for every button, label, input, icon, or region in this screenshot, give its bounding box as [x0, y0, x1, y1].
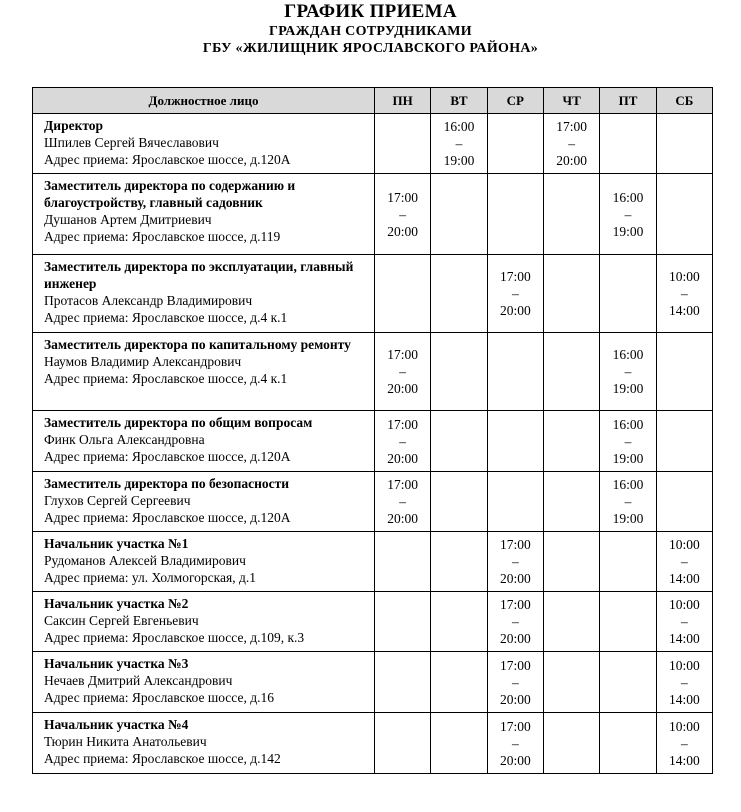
slot-start-time: 17:00: [387, 416, 419, 432]
slot-saturday: [656, 592, 712, 652]
slot-end-time: 20:00: [387, 511, 419, 526]
slot-tuesday: [431, 333, 487, 411]
official-cell: [33, 255, 375, 333]
official-name: Нечаев Дмитрий Александрович: [44, 673, 233, 688]
slot-friday: [600, 532, 656, 592]
official-name: Саксин Сергей Евгеньевич: [44, 613, 199, 628]
slot-dash: –: [680, 554, 688, 569]
slot-start-time: 10:00: [668, 657, 700, 673]
slot-dash: –: [568, 136, 576, 151]
official-position: Начальник участка №2: [44, 596, 189, 611]
slot-dash: –: [399, 206, 407, 222]
official-cell: [33, 333, 375, 411]
table-row: [33, 174, 713, 255]
slot-saturday: [656, 532, 712, 592]
slot-start-time: 17:00: [556, 119, 588, 134]
slot-dash: –: [624, 364, 632, 379]
slot-monday: [375, 333, 431, 411]
slot-friday: [600, 472, 656, 532]
slot-friday: [600, 333, 656, 411]
slot-wednesday: [487, 114, 543, 174]
slot-start-time: 17:00: [499, 718, 531, 734]
slot-wednesday: [487, 174, 543, 255]
table-header-row: [33, 88, 713, 114]
slot-start-time: 17:00: [387, 477, 419, 492]
slot-dash: –: [511, 286, 519, 301]
slot-monday: [375, 713, 431, 774]
official-name: Рудоманов Алексей Владимирович: [44, 553, 246, 568]
reception-schedule-table: [32, 87, 713, 774]
slot-start-time: 17:00: [499, 657, 531, 673]
reception-address: Адрес приема: Ярославское шоссе, д.16: [44, 690, 274, 705]
slot-dash: –: [511, 735, 519, 751]
slot-tuesday: [431, 592, 487, 652]
slot-start-time: 16:00: [612, 347, 644, 362]
slot-end-time: 19:00: [443, 153, 475, 168]
official-position: Заместитель директора по содержанию и благоустройству, главный садовник: [44, 178, 296, 210]
slot-dash: –: [399, 433, 407, 449]
document-title: ГРАФИК ПРИЕМА: [284, 1, 457, 22]
slot-end-time: 20:00: [556, 153, 588, 168]
slot-start-time: 17:00: [499, 537, 531, 552]
official-position: Начальник участка №4: [44, 717, 189, 732]
slot-monday: [375, 114, 431, 174]
slot-monday: [375, 532, 431, 592]
slot-end-time: 19:00: [612, 450, 644, 466]
official-cell: [33, 652, 375, 713]
slot-friday: [600, 592, 656, 652]
slot-monday: [375, 174, 431, 255]
slot-saturday: [656, 472, 712, 532]
official-position: Начальник участка №3: [44, 656, 189, 671]
slot-end-time: 20:00: [387, 223, 419, 239]
slot-thursday: [543, 472, 599, 532]
table-row: [33, 472, 713, 532]
reception-address: Адрес приема: Ярославское шоссе, д.120А: [44, 449, 291, 464]
slot-start-time: 16:00: [612, 477, 644, 492]
reception-address: Адрес приема: Ярославское шоссе, д.119: [44, 229, 281, 244]
slot-wednesday: [487, 592, 543, 652]
table-body: [33, 114, 713, 774]
slot-start-time: 16:00: [443, 119, 475, 134]
slot-dash: –: [624, 433, 632, 449]
official-name: Тюрин Никита Анатольевич: [44, 734, 207, 749]
slot-tuesday: [431, 255, 487, 333]
slot-saturday: [656, 255, 712, 333]
official-position: Заместитель директора по общим вопросам: [44, 415, 313, 430]
slot-thursday: [543, 174, 599, 255]
slot-tuesday: [431, 114, 487, 174]
slot-saturday: [656, 713, 712, 774]
table-row: [33, 652, 713, 713]
header-friday: ПТ: [600, 88, 656, 114]
reception-address: Адрес приема: ул. Холмогорская, д.1: [44, 570, 256, 585]
slot-friday: [600, 174, 656, 255]
slot-dash: –: [399, 494, 407, 509]
slot-monday: [375, 411, 431, 472]
reception-address: Адрес приема: Ярославское шоссе, д.109, к.3: [44, 630, 305, 645]
slot-thursday: [543, 411, 599, 472]
official-name: Глухов Сергей Сергеевич: [44, 493, 191, 508]
slot-end-time: 14:00: [668, 631, 700, 646]
slot-start-time: 10:00: [668, 718, 700, 734]
table-row: [33, 532, 713, 592]
slot-dash: –: [511, 614, 519, 629]
slot-monday: [375, 592, 431, 652]
official-cell: [33, 411, 375, 472]
slot-friday: [600, 114, 656, 174]
slot-thursday: [543, 532, 599, 592]
slot-monday: [375, 255, 431, 333]
header-monday: ПН: [375, 88, 431, 114]
slot-thursday: [543, 333, 599, 411]
official-name: Наумов Владимир Александрович: [44, 354, 242, 369]
slot-start-time: 17:00: [387, 189, 419, 205]
official-position: Директор: [44, 118, 104, 133]
slot-thursday: [543, 652, 599, 713]
slot-thursday: [543, 592, 599, 652]
slot-end-time: 19:00: [612, 223, 644, 239]
slot-saturday: [656, 114, 712, 174]
slot-thursday: [543, 114, 599, 174]
official-cell: [33, 472, 375, 532]
reception-address: Адрес приема: Ярославское шоссе, д.4 к.1: [44, 310, 288, 325]
slot-dash: –: [680, 735, 688, 751]
slot-friday: [600, 411, 656, 472]
table-row: [33, 713, 713, 774]
slot-saturday: [656, 333, 712, 411]
table-row: [33, 114, 713, 174]
table-row: [33, 411, 713, 472]
slot-dash: –: [511, 554, 519, 569]
reception-address: Адрес приема: Ярославское шоссе, д.142: [44, 751, 281, 766]
slot-end-time: 20:00: [499, 752, 531, 768]
slot-wednesday: [487, 472, 543, 532]
slot-tuesday: [431, 174, 487, 255]
slot-start-time: 16:00: [612, 189, 644, 205]
reception-address: Адрес приема: Ярославское шоссе, д.120А: [44, 510, 291, 525]
document-subtitle-line-1: ГРАЖДАН СОТРУДНИКАМИ: [269, 24, 472, 39]
slot-start-time: 17:00: [387, 347, 419, 362]
slot-start-time: 17:00: [499, 597, 531, 612]
official-name: Шпилев Сергей Вячеславович: [44, 135, 219, 150]
document-subtitle-line-2: ГБУ «ЖИЛИЩНИК ЯРОСЛАВСКОГО РАЙОНА»: [202, 41, 539, 56]
header-thursday: ЧТ: [543, 88, 599, 114]
official-cell: [33, 114, 375, 174]
slot-wednesday: [487, 713, 543, 774]
slot-dash: –: [680, 286, 688, 301]
header-saturday: СБ: [656, 88, 712, 114]
slot-dash: –: [455, 136, 463, 151]
slot-tuesday: [431, 411, 487, 472]
official-cell: [33, 174, 375, 255]
header-tuesday: ВТ: [431, 88, 487, 114]
header-wednesday: СР: [487, 88, 543, 114]
official-position: Заместитель директора по капитальному ремонту: [44, 337, 351, 352]
slot-wednesday: [487, 255, 543, 333]
official-position: Заместитель директора по безопасности: [44, 476, 290, 491]
slot-end-time: 20:00: [499, 571, 531, 586]
slot-start-time: 10:00: [668, 537, 700, 552]
slot-saturday: [656, 411, 712, 472]
reception-address: Адрес приема: Ярославское шоссе, д.120А: [44, 152, 291, 167]
header-official: Должностное лицо: [33, 88, 375, 114]
slot-tuesday: [431, 472, 487, 532]
slot-dash: –: [624, 494, 632, 509]
slot-friday: [600, 652, 656, 713]
official-position: Начальник участка №1: [44, 536, 189, 551]
slot-end-time: 20:00: [499, 303, 531, 318]
table-row: [33, 592, 713, 652]
slot-dash: –: [680, 674, 688, 690]
slot-tuesday: [431, 713, 487, 774]
official-cell: [33, 713, 375, 774]
slot-dash: –: [624, 206, 632, 222]
slot-monday: [375, 472, 431, 532]
official-name: Финк Ольга Александровна: [44, 432, 205, 447]
slot-start-time: 10:00: [668, 269, 700, 284]
table-row: [33, 333, 713, 411]
document-header: [0, 1, 741, 57]
reception-address: Адрес приема: Ярославское шоссе, д.4 к.1: [44, 371, 288, 386]
official-position: Заместитель директора по эксплуатации, главный инженер: [44, 259, 354, 291]
official-cell: [33, 592, 375, 652]
slot-friday: [600, 713, 656, 774]
official-name: Протасов Александр Владимирович: [44, 293, 253, 308]
slot-end-time: 19:00: [612, 511, 644, 526]
slot-end-time: 20:00: [499, 631, 531, 646]
slot-end-time: 19:00: [612, 381, 644, 396]
slot-dash: –: [399, 364, 407, 379]
slot-friday: [600, 255, 656, 333]
slot-thursday: [543, 713, 599, 774]
official-name: Душанов Артем Дмитриевич: [44, 212, 212, 227]
slot-wednesday: [487, 411, 543, 472]
slot-wednesday: [487, 652, 543, 713]
official-cell: [33, 532, 375, 592]
slot-start-time: 17:00: [499, 269, 531, 284]
slot-dash: –: [680, 614, 688, 629]
slot-saturday: [656, 174, 712, 255]
slot-end-time: 14:00: [668, 571, 700, 586]
slot-tuesday: [431, 532, 487, 592]
slot-end-time: 14:00: [668, 752, 700, 768]
slot-end-time: 14:00: [668, 303, 700, 318]
slot-end-time: 20:00: [387, 450, 419, 466]
slot-saturday: [656, 652, 712, 713]
slot-wednesday: [487, 532, 543, 592]
slot-tuesday: [431, 652, 487, 713]
slot-end-time: 14:00: [668, 691, 700, 707]
slot-start-time: 16:00: [612, 416, 644, 432]
table-row: [33, 255, 713, 333]
slot-thursday: [543, 255, 599, 333]
slot-start-time: 10:00: [668, 597, 700, 612]
slot-end-time: 20:00: [387, 381, 419, 396]
slot-end-time: 20:00: [499, 691, 531, 707]
slot-wednesday: [487, 333, 543, 411]
slot-monday: [375, 652, 431, 713]
slot-dash: –: [511, 674, 519, 690]
